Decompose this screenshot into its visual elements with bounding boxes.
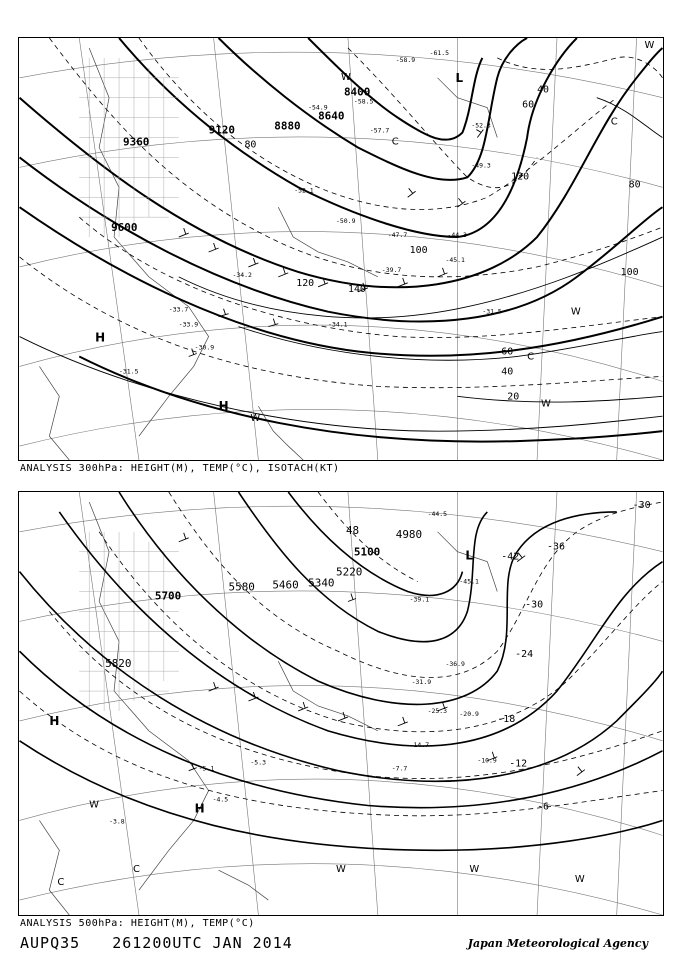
high-center: H [95,330,106,345]
height-label: 8400 [343,85,371,99]
temp-label: -5.3 [250,758,266,767]
isotherm-label: -24 [515,649,534,661]
temp-label: -61.5 [429,48,450,57]
pressure-centers [49,549,473,816]
temp-label: -52.3 [471,121,491,130]
isotherm-label: -30 [525,599,544,611]
temp-label: -34.1 [328,320,348,329]
map-300hpa [18,37,664,461]
height-label: 5220 [336,565,363,579]
isotach-label: 60 [501,346,514,358]
cold-mark: C [527,351,535,363]
caption-300hpa: ANALYSIS 300hPa: HEIGHT(M), TEMP(°C), ISOTACH(KT) [20,463,340,474]
temp-label: -10.9 [477,756,497,765]
isotherm-label: -12 [509,758,528,770]
temp-label: -58.9 [395,55,416,64]
warm-mark: W [574,874,585,886]
cold-mark: C [57,877,65,889]
cold-mark: C [391,136,399,148]
map-500hpa [18,491,664,916]
temp-label: -49.3 [471,161,491,170]
warm-mark: W [541,398,551,410]
height-label: 5460 [272,578,299,592]
temp-label: -31.9 [411,678,432,687]
chart-identifier [20,934,315,952]
isotach-label: 80 [244,139,257,151]
warm-mark: W [336,864,346,876]
temp-label: -39.7 [381,265,402,274]
temp-label: -33.9 [178,320,199,329]
isotach-label: 60 [522,99,535,111]
height-label: 5820 [105,657,132,671]
high-center: H [194,801,205,816]
warm-mark: W [89,799,100,811]
height-label: 5580 [228,580,255,594]
height-label: 8880 [274,119,301,133]
isotherm-label: -36 [547,541,565,553]
height-label: 5700 [154,589,182,603]
isotherm-label: -6 [537,801,550,813]
temp-label: -44.5 [427,509,448,518]
temp-label: -54.9 [308,103,328,112]
temp-label: -20.9 [459,709,479,718]
height-label: 48 [345,523,360,537]
warm-mark: W [644,39,655,51]
temp-label: -14.7 [409,740,430,749]
isotherm-label: -18 [497,713,516,725]
temp-label: -44.3 [447,231,467,240]
temp-label: -7.7 [391,764,408,773]
low-center: L [465,548,474,563]
temp-label: -34.2 [232,270,252,279]
high-center: H [49,713,60,728]
temp-label: -31.5 [482,307,502,316]
height-label: 9120 [208,123,235,137]
isotherm-label: -42 [501,551,520,563]
temp-label: -5.1 [198,764,215,773]
map-300hpa-canvas [19,38,663,460]
temp-label: -39.1 [409,595,430,604]
warm-mark: W [250,413,261,425]
isotach-label: 100 [409,244,428,256]
height-contours [20,38,663,442]
isotherms [20,38,663,388]
height-label: 4980 [395,527,423,541]
height-label: 9360 [123,135,150,149]
height-label: 9600 [111,221,138,235]
isotach-label: 120 [296,277,315,289]
coastline [39,48,497,460]
temp-label: -31.5 [119,367,139,376]
height-label: 5100 [353,545,381,559]
agency-credit: Japan Meteorological Agency [467,937,648,950]
isotherm-label: -30 [632,499,651,511]
warm-mark: W [341,71,351,83]
warm-mark: W [469,864,480,876]
isotach-label: 120 [511,171,530,183]
temp-label: -47.7 [387,231,408,240]
chart-code: AUPQ35 [20,934,81,952]
cold-mark: C [610,116,618,128]
cold-mark: C [132,864,140,876]
chart-datetime: 261200UTC JAN 2014 [112,934,293,952]
isotach-label: 140 [347,283,366,295]
graticule [20,38,663,460]
temp-label: -45.1 [459,577,479,586]
isotach-label: 40 [501,366,514,378]
warm-mark: W [570,306,581,318]
temp-label: -4.5 [212,795,229,804]
temp-label: -36.9 [445,660,465,669]
temp-label: -50.9 [336,217,356,226]
isotach-label: 20 [507,391,520,403]
isotherms [20,492,663,816]
isotach-label: 40 [537,84,550,96]
caption-500hpa: ANALYSIS 500hPa: HEIGHT(M), TEMP(°C) [20,918,255,929]
temp-label: -58.5 [353,97,374,106]
temp-label: -33.7 [168,305,189,314]
map-500hpa-canvas [19,492,663,915]
height-label: 5340 [308,576,335,590]
temp-label: -30.9 [194,343,215,352]
height-label: 8640 [318,109,345,123]
temp-label: -52.1 [294,186,314,195]
height-labels [111,86,370,234]
temp-label: -45.1 [445,255,465,264]
temp-label: -25.3 [427,706,448,715]
isotach-label: 80 [628,179,641,191]
isotach-label: 100 [620,266,639,278]
temp-label: -3.8 [109,817,125,826]
high-center: H [218,399,229,414]
temp-label: -57.7 [369,126,390,135]
low-center: L [455,70,464,85]
